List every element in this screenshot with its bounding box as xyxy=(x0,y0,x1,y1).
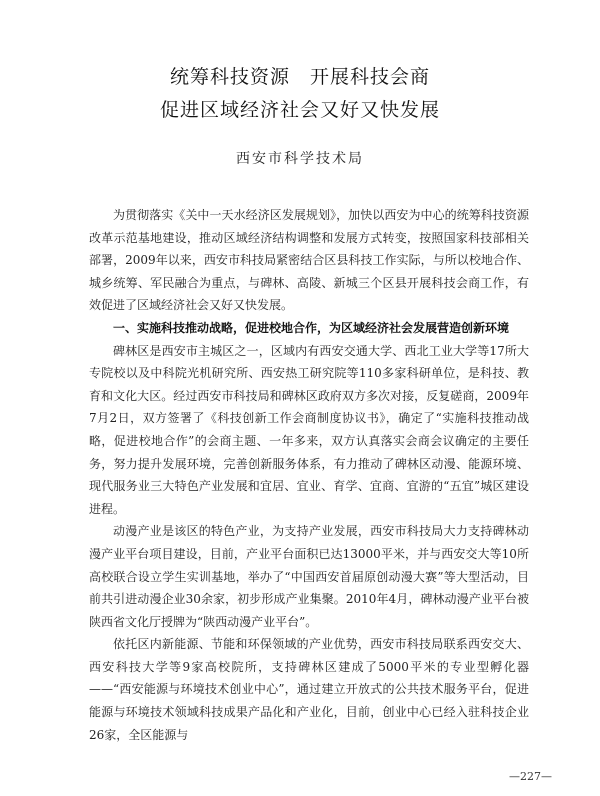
author: 西安市科学技术局 xyxy=(236,151,364,167)
page-number: —227— xyxy=(509,770,552,783)
title-line-2: 促进区域经济社会又好又快发展 xyxy=(159,99,440,121)
paragraph-animation: 动漫产业是该区的特色产业，为支持产业发展，西安市科技局大力支持碑林动漫产业平台项目建设，目前，产业平台面积已达13000平米，并与西安交大等10所高校联合设立学生实训基地，举办了“中国西安首届原创动漫大赛”等大型活动，目前共引进动漫企业30余家，初步形成产业集聚。2010年4月，碑林动漫产业平台被陕西省文化厅授牌为“陕西动漫产业平台”。 xyxy=(89,524,529,629)
paragraph-beilin: 碑林区是西安市主城区之一，区域内有西安交通大学、西北工业大学等17所大专院校以及中科院光机研究所、西安热工研究院等110多家科研单位，是科技、教育和文化大区。经过西安市科技局和碑林区政府双方多次对接，反复磋商，2009年7月2日，双方签署了《科技创新工作会商制度协议书》，确定了“实施科技推动战略，促进校地合作”的会商主题、一年多来，双方认真落实会商会议确定的主要任务，努力提升发展环境，完善创新服务体系，有力推动了碑林区动漫、能源环境、现代服务业三大特色产业发展和宜居、宜业、育学、宜商、宜游的“五宜”城区建设进程。 xyxy=(89,343,529,516)
body-text xyxy=(89,204,529,746)
title-line-1: 统筹科技资源 开展科技会商 xyxy=(169,66,430,88)
section-heading: 一、实施科技推动战略，促进校地合作，为区域经济社会发展营造创新环境 xyxy=(113,320,510,335)
paragraph-energy: 依托区内新能源、节能和环保领域的产业优势，西安市科技局联系西安交大、西安科技大学等9家高校院所，支持碑林区建成了5000平米的专业型孵化器——“西安能源与环境技术创业中心”，通过建立开放式的公共技术服务平台，促进能源与环境技术领域科技成果产品化和产业化，目前，创业中心已经入驻科技企业26家，全区能源与 xyxy=(89,637,529,742)
paragraph-intro: 为贯彻落实《关中一天水经济区发展规划》，加快以西安为中心的统筹科技资源改革示范基地建设，推动区域经济结构调整和发展方式转变，按照国家科技部相关部署，2009年以来，西安市科技局紧密结合区县科技工作实际，与所以校地合作、城乡统筹、军民融合为重点，与碑林、高陵、新城三个区县开展科技会商工作，有效促进了区域经济社会又好又快发展。 xyxy=(89,208,529,313)
